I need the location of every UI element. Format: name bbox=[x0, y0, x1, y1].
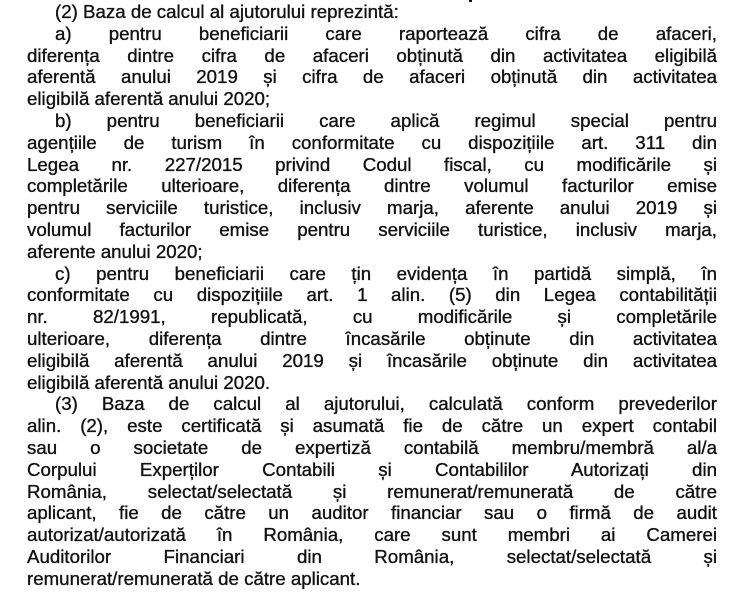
document-page bbox=[27, 1, 717, 590]
paragraph-3-line: aplicant, fie de către un auditor financiar sau o firmă de audit bbox=[27, 502, 717, 524]
item-c-line: nr. 82/1991, republicată, cu modificările și completările bbox=[27, 306, 717, 328]
item-a-line: aferentă anului 2019 și cifra de afaceri obținută din activitatea bbox=[27, 66, 717, 88]
paragraph-2 bbox=[27, 1, 717, 23]
item-b-line: aferente anului 2020; bbox=[27, 240, 203, 262]
item-c-line: conformitate cu dispozițiile art. 1 alin. (5) din Legea contabilității bbox=[27, 284, 717, 306]
paragraph-3-line: remunerat/remunerată de către aplicant. bbox=[27, 567, 361, 589]
item-a-line: a) pentru beneficiarii care raportează cifra de afaceri, bbox=[55, 22, 717, 44]
item-b-line: agențiile de turism în conformitate cu dispozițiile art. 311 din bbox=[27, 131, 717, 153]
item-b-line: completările ulterioare, diferența dintre volumul facturilor emise bbox=[27, 175, 717, 197]
stray-mark bbox=[469, 0, 472, 2]
paragraph-3-line: (3) Baza de calcul al ajutorului, calculată conform prevederilor bbox=[55, 393, 717, 415]
item-b-line: Legea nr. 227/2015 privind Codul fiscal, cu modificările și bbox=[27, 153, 717, 175]
paragraph-3-line: Auditorilor Financiari din România, selectat/selectată și bbox=[27, 545, 717, 567]
paragraph-2-line: (2) Baza de calcul al ajutorului reprezintă: bbox=[55, 1, 399, 22]
item-c-line: c) pentru beneficiarii care țin evidența în partidă simplă, în bbox=[55, 262, 717, 284]
item-a bbox=[27, 23, 717, 110]
item-a-line: diferența dintre cifra de afaceri obținută din activitatea eligibilă bbox=[27, 44, 717, 66]
item-b-line: volumul facturilor emise pentru serviciile turistice, inclusiv marja, bbox=[27, 218, 717, 240]
paragraph-3-line: sau o societate de expertiză contabilă membru/membră al/a bbox=[27, 436, 717, 458]
item-c-line: ulterioare, diferența dintre încasările obținute din activitatea bbox=[27, 327, 717, 349]
item-a-line: eligibilă aferentă anului 2020; bbox=[27, 88, 271, 110]
item-b-line: pentru serviciile turistice, inclusiv marja, aferente anului 2019 și bbox=[27, 197, 717, 219]
paragraph-3 bbox=[27, 393, 717, 589]
paragraph-3-line: alin. (2), este certificată și asumată fie de către un expert contabil bbox=[27, 415, 717, 437]
item-b-line: b) pentru beneficiarii care aplică regimul special pentru bbox=[55, 109, 717, 131]
paragraph-3-line: autorizat/autorizată în România, care sunt membri ai Camerei bbox=[27, 524, 717, 546]
item-c-line: eligibilă aferentă anului 2020. bbox=[27, 371, 271, 393]
item-c bbox=[27, 263, 717, 394]
paragraph-3-line: Corpului Experților Contabili și Contabililor Autorizați din bbox=[27, 458, 717, 480]
paragraph-3-line: România, selectat/selectată și remunerat/remunerată de către bbox=[27, 480, 717, 502]
item-b bbox=[27, 110, 717, 263]
item-c-line: eligibilă aferentă anului 2019 și încasările obținute din activitatea bbox=[27, 349, 717, 371]
